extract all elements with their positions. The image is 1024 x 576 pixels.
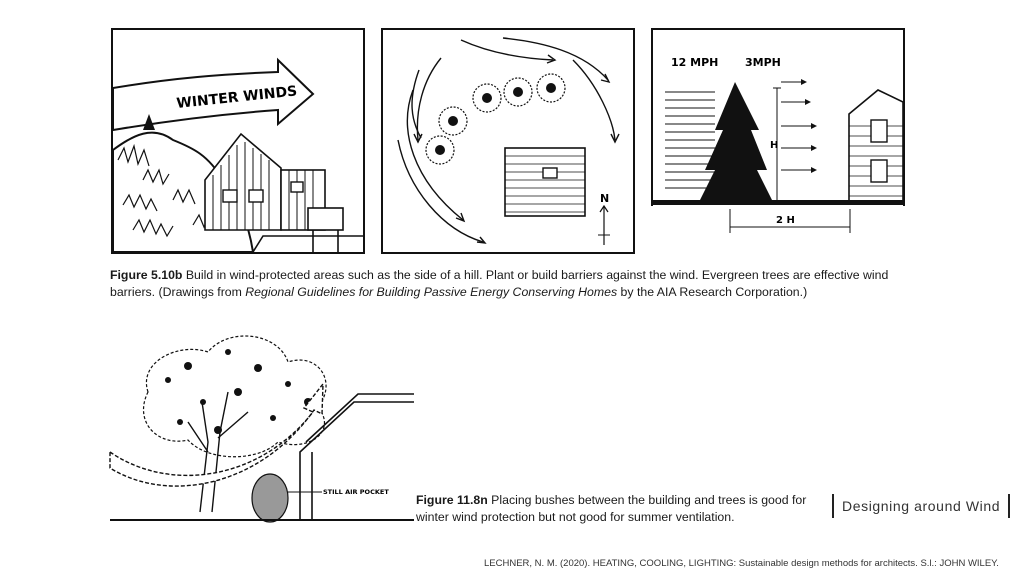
caption-book-title: Regional Guidelines for Building Passive Energy Conserving Homes — [245, 285, 618, 299]
right-speed-label: 3MPH — [745, 56, 781, 69]
wind-label: WINTER WINDS — [175, 83, 298, 112]
figure-number-2: Figure 11.8n — [416, 493, 488, 507]
figure-panel-plan — [381, 28, 635, 254]
height-label: H — [770, 140, 779, 151]
figure-caption-1 — [110, 267, 910, 301]
citation: LECHNER, N. M. (2020). HEATING, COOLING, LIGHTING: Sustainable design methods for architects. S.l.: JOHN WILEY. — [484, 558, 999, 569]
evergreen-section-drawing — [653, 30, 903, 206]
still-air-pocket-label: STILL AIR POCKET — [323, 488, 389, 496]
caption-text-b: by the AIA Research Corporation.) — [617, 285, 808, 299]
caption-text-a: Build in wind-protected areas such as the side of a hill. Plant or build barriers against the wind. Evergreen trees are effective wind barriers. (Drawings from — [110, 268, 889, 299]
north-label: N — [600, 192, 610, 205]
distance-dimension — [720, 205, 860, 235]
left-speed-label: 12 MPH — [671, 56, 719, 69]
figure-number: Figure 5.10b — [110, 268, 183, 282]
tree-bush-section-drawing — [108, 322, 418, 524]
figure-caption-2 — [416, 492, 826, 526]
hill-house-drawing — [113, 30, 363, 252]
figure-panel-section — [651, 28, 905, 206]
distance-label: 2 H — [776, 215, 795, 226]
section-tag: Designing around Wind — [832, 494, 1010, 518]
caption-text-2: Placing bushes between the building and trees is good for winter wind protection but not good for summer ventilation. — [416, 493, 807, 524]
windbreak-plan-drawing — [383, 30, 633, 252]
figure-panel-hill — [111, 28, 365, 254]
